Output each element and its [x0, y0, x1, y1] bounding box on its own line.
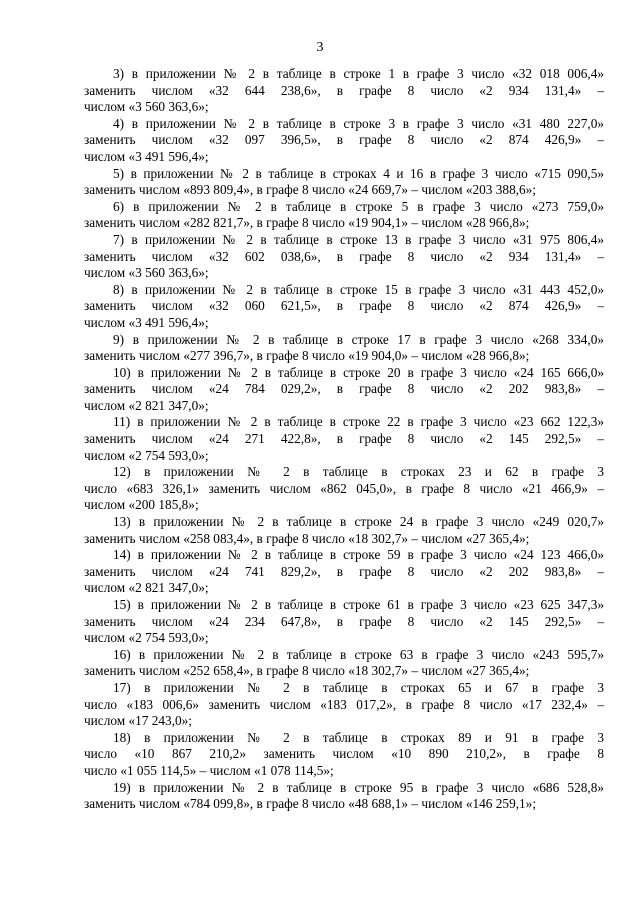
- amendment-item: [84, 332, 604, 365]
- amendment-item: [84, 780, 604, 813]
- paragraph-line: 13) в приложении № 2 в таблице в строке 24 в графе 3 число «249 020,7»: [113, 514, 604, 530]
- paragraph-line: 15) в приложении № 2 в таблице в строке 61 в графе 3 число «23 625 347,3»: [113, 597, 604, 612]
- paragraph-line: 16) в приложении № 2 в таблице в строке 63 в графе 3 число «243 595,7»: [113, 646, 604, 662]
- paragraph-line: заменить числом «252 658,4», в графе 8 число «18 302,7» – числом «27 365,4»;: [84, 663, 530, 679]
- paragraph-line: заменить числом «32 060 621,5», в графе 8 число «2 874 426,9» –: [84, 298, 604, 314]
- document-body: [84, 66, 604, 813]
- paragraph-line: 5) в приложении № 2 в таблице в строках 4 и 16 в графе 3 число «715 090,5»: [113, 165, 604, 181]
- amendment-item: [84, 365, 604, 415]
- paragraph-line: 9) в приложении № 2 в таблице в строке 17 в графе 3 число «268 334,0»: [113, 331, 604, 347]
- paragraph-line: числом «200 185,8»;: [84, 497, 199, 513]
- paragraph-line: число «10 867 210,2» заменить числом «10 890 210,2», в графе 8: [84, 746, 604, 762]
- paragraph-line: заменить числом «282 821,7», в графе 8 число «19 904,1» – числом «28 966,8»;: [84, 215, 530, 231]
- amendment-item: [84, 66, 604, 116]
- paragraph-line: заменить числом «24 234 647,8», в графе 8 число «2 145 292,5» –: [84, 613, 604, 629]
- paragraph-line: число «683 326,1» заменить числом «862 045,0», в графе 8 число «21 466,9» –: [84, 480, 604, 496]
- paragraph-line: 14) в приложении № 2 в таблице в строке 59 в графе 3 число «24 123 466,0»: [113, 547, 604, 563]
- paragraph-line: заменить числом «784 099,8», в графе 8 число «48 688,1» – числом «146 259,1»;: [84, 796, 537, 812]
- paragraph-line: 3) в приложении № 2 в таблице в строке 1 в графе 3 число «32 018 006,4»: [113, 66, 604, 81]
- amendment-item: [84, 116, 604, 166]
- paragraph-line: числом «3 491 596,4»;: [84, 148, 209, 164]
- amendment-item: [84, 597, 604, 647]
- paragraph-line: 7) в приложении № 2 в таблице в строке 13 в графе 3 число «31 975 806,4»: [113, 231, 604, 247]
- paragraph-line: числом «2 821 347,0»;: [84, 580, 209, 596]
- paragraph-line: 19) в приложении № 2 в таблице в строке 95 в графе 3 число «686 528,8»: [113, 779, 604, 795]
- paragraph-line: заменить числом «32 644 238,6», в графе 8 число «2 934 131,4» –: [84, 82, 604, 98]
- paragraph-line: 11) в приложении № 2 в таблице в строке 22 в графе 3 число «23 662 122,3»: [113, 414, 604, 430]
- paragraph-line: заменить числом «24 271 422,8», в графе 8 число «2 145 292,5» –: [84, 431, 604, 447]
- paragraph-line: 4) в приложении № 2 в таблице в строке 3 в графе 3 число «31 480 227,0»: [113, 115, 604, 131]
- amendment-item: [84, 464, 604, 514]
- paragraph-line: заменить числом «277 396,7», в графе 8 число «19 904,0» – числом «28 966,8»;: [84, 348, 530, 364]
- paragraph-line: 10) в приложении № 2 в таблице в строке 20 в графе 3 число «24 165 666,0»: [113, 364, 604, 380]
- paragraph-line: числом «3 560 363,6»;: [84, 265, 209, 281]
- paragraph-line: заменить числом «24 741 829,2», в графе 8 число «2 202 983,8» –: [84, 563, 604, 579]
- paragraph-line: числом «2 754 593,0»;: [84, 447, 209, 463]
- amendment-item: [84, 514, 604, 547]
- page-number: 3: [316, 40, 324, 55]
- paragraph-line: числом «2 821 347,0»;: [84, 397, 209, 413]
- paragraph-line: заменить числом «24 784 029,2», в графе 8 число «2 202 983,8» –: [84, 381, 604, 397]
- amendment-item: [84, 414, 604, 464]
- paragraph-line: число «1 055 114,5» – числом «1 078 114,5»;: [84, 762, 334, 778]
- paragraph-line: 6) в приложении № 2 в таблице в строке 5 в графе 3 число «273 759,0»: [113, 198, 604, 214]
- amendment-item: [84, 547, 604, 597]
- paragraph-line: заменить числом «258 083,4», в графе 8 число «18 302,7» – числом «27 365,4»;: [84, 530, 530, 546]
- paragraph-line: 12) в приложении № 2 в таблице в строках 23 и 62 в графе 3: [113, 464, 604, 480]
- amendment-item: [84, 199, 604, 232]
- paragraph-line: заменить числом «32 097 396,5», в графе 8 число «2 874 426,9» –: [84, 132, 604, 148]
- amendment-item: [84, 166, 604, 199]
- paragraph-line: заменить числом «893 809,4», в графе 8 число «24 669,7» – числом «203 388,6»;: [84, 182, 537, 198]
- amendment-item: [84, 282, 604, 332]
- paragraph-line: 18) в приложении № 2 в таблице в строках 89 и 91 в графе 3: [113, 729, 604, 745]
- amendment-item: [84, 730, 604, 780]
- paragraph-line: числом «3 491 596,4»;: [84, 314, 209, 330]
- amendment-item: [84, 232, 604, 282]
- paragraph-line: 17) в приложении № 2 в таблице в строках 65 и 67 в графе 3: [113, 679, 604, 695]
- paragraph-line: 8) в приложении № 2 в таблице в строке 15 в графе 3 число «31 443 452,0»: [113, 281, 604, 297]
- amendment-item: [84, 647, 604, 680]
- paragraph-line: числом «17 243,0»;: [84, 713, 193, 729]
- amendment-item: [84, 680, 604, 730]
- paragraph-line: числом «2 754 593,0»;: [84, 630, 209, 646]
- paragraph-line: числом «3 560 363,6»;: [84, 99, 209, 115]
- paragraph-line: заменить числом «32 602 038,6», в графе 8 число «2 934 131,4» –: [84, 248, 604, 264]
- paragraph-line: число «183 006,6» заменить числом «183 017,2», в графе 8 число «17 232,4» –: [84, 696, 604, 712]
